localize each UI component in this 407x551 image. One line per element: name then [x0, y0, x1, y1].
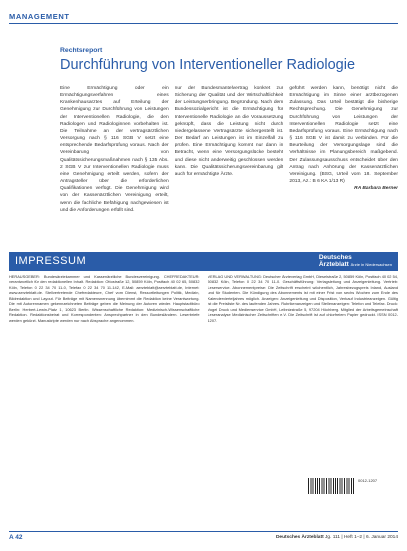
logo-line-2	[319, 261, 392, 268]
section-label: MANAGEMENT	[9, 12, 70, 21]
article-kicker: Rechtsreport	[60, 47, 103, 54]
footer-issue: Jg. 111 | Heft 1–2 | 6. Januar 2014	[325, 535, 398, 540]
article-headline: Durchführung von Interventioneller Radiologie	[60, 57, 356, 73]
article-column-3-text: geführt werden kann, benötigt nicht die Ermächtigung im Sinne einer arztbezogenen Zulassung. Das Urteil bestätigt die bisherige Rechtsprechung. Die Genehmigung zur Durchführung von Leistungen der Interventionellen Radiologie setzt eine Bedarfsprüfung voraus. Eine Ermächtigung nach § 116 SGB V ist damit zu verbinden. Für die Beurteilung der Versorgungslage sind die Verhältnisse im Planungsbereich maßgebend. Der Zulassungsausschuss entscheidet über den Antrag nach Anhörung der Kassenärztlichen Vereinigung. (BSG, Urteil vom 18. September 2013, Az.: B 6 KA 1/13 R)	[289, 86, 399, 185]
article-column-1: Eine Ermächtigung oder ein Ermächtigungsverfahren eines Krankenhausarztes auf Erteilung der Genehmigung zur Durchführung von Leistungen der Interventionellen Radiologie, die den Radiologen und Radiologinnen vorbehalten ist. Die Teilnahme an der vertragsärztlichen Versorgung nach § 116 SGB V setzt eine entsprechende Bedarfsprüfung voraus. Nach der Vereinbarung von Qualitätssicherungsmaßnahmen nach § 135 Abs. 2 SGB V zur Interventionellen Radiologie muss eine Genehmigung erteilt werden, sofern der Antragsteller über die erforderlichen Qualifikationen verfügt. Die Genehmigung wird von der Kassenärztlichen Vereinigung erteilt, wenn die fachliche Befähigung nachgewiesen ist und die Anforderungen erfüllt sind.	[60, 86, 169, 213]
footer-reference	[276, 535, 398, 540]
barcode	[308, 478, 354, 494]
footer-journal: Deutsches Ärzteblatt	[275, 535, 324, 540]
logo-subtitle: Ärzte in Niedersachsen	[350, 262, 392, 267]
logo-title: Ärzteblatt	[318, 261, 349, 268]
author-signature: RA Barbara Berner	[354, 186, 399, 192]
signature-line	[289, 185, 398, 192]
footer-rule	[9, 531, 398, 532]
impressum-column-1: HERAUSGEBER: Bundesärztekammer und Kassenärztliche Bundesvereinigung. CHEFREDAKTEUR: verantwortlich für den redaktionellen Inhalt. Redaktion: Ottostraße 12, 50859 Köln, Postfach 40 02 65, 50832 Köln, Telefon 0 22 34 70 11-0, Telefax 0 22 34 70 11-142, E-Mail: aerzteblatt@aerzteblatt.de, Internet: www.aerzteblatt.de. Stellvertretende Chefredakteure, Chef vom Dienst, Ressortleitungen Politik, Medizin, Bildredaktion und Layout. Für Beiträge mit Namensnennung übernimmt die Redaktion keine Verantwortung. Die mit Autorennamen gekennzeichneten Beiträge geben die Meinung der Autoren wieder. Hauptstadtbüro Berlin: Herbert-Lewin-Platz 1, 10623 Berlin. Wissenschaftliche Redaktion: Medizinisch-Wissenschaftliche Redaktion. Redaktionsbeirat und Korrespondenten: Ansprechpartner in den Bundesländern. Leserbriefe werden gekürzt. Manuskripte werden nur nach Absprache angenommen.	[9, 274, 200, 323]
article-column-2: nur der Bundesmantelvertrag konkret zur Sicherung der Qualität und der Wirtschaftlichkeit der Leistungserbringung. Begründung. Nach dem Bundessozialgericht ist die Ermächtigung für Interventionelle Radiologie an die Voraussetzung geknüpft, dass die Leistung nicht durch niedergelassene Vertragsärzte sichergestellt ist. Der Bedarf an Leistungen ist im Einzelfall zu prüfen. Eine Ermächtigung kommt nur dann in Betracht, wenn eine Versorgungslücke besteht und diese nicht anderweitig geschlossen werden kann. Die Qualitätssicherungsvereinbarung gilt auch für ermächtigte Ärzte.	[174, 86, 284, 177]
impressum-header	[9, 252, 398, 271]
barcode-number: 0012-1207	[358, 478, 378, 483]
page-number: A 42	[9, 534, 23, 541]
article-column-3	[289, 85, 398, 251]
impressum-column-2: VERLAG UND VERWALTUNG: Deutscher Ärzteverlag GmbH, Dieselstraße 2, 50859 Köln, Postfach 40 02 54, 50832 Köln, Telefon 0 22 34 70 11-0. Geschäftsführung: Verlagsleitung und Anzeigenleitung. Vertrieb: Leserservice. Abonnementpreise: Die Zeitschrift erscheint wöchentlich, Jahresbezugspreis Inland, Ausland und für Studenten. Die Kündigung des Abonnements ist mit einer Frist von sechs Wochen zum Ende des Kalendervierteljahres möglich. Anzeigen: Anzeigenleitung und Disposition, Verkauf Industrieanzeigen. Gültig ist die Preisliste Nr. des laufenden Jahres. Rubrikenanzeigen und Stellenanzeigen: Telefon und Telefax. Druck: Vogel Druck und Medienservice GmbH, Leibnizstraße 5, 97204 Höchberg. Mitglied der Arbeitsgemeinschaft Leseranalyse Medizinischer Zeitschriften e.V. Die Zeitschrift ist auf chlorfreiem Papier gedruckt. ISSN 0012-1207.	[207, 274, 398, 323]
impressum-title: IMPRESSUM	[15, 255, 87, 267]
section-rule	[9, 23, 398, 24]
article-body	[60, 85, 398, 251]
journal-logo	[319, 254, 392, 268]
logo-line-1: Deutsches	[318, 254, 352, 261]
